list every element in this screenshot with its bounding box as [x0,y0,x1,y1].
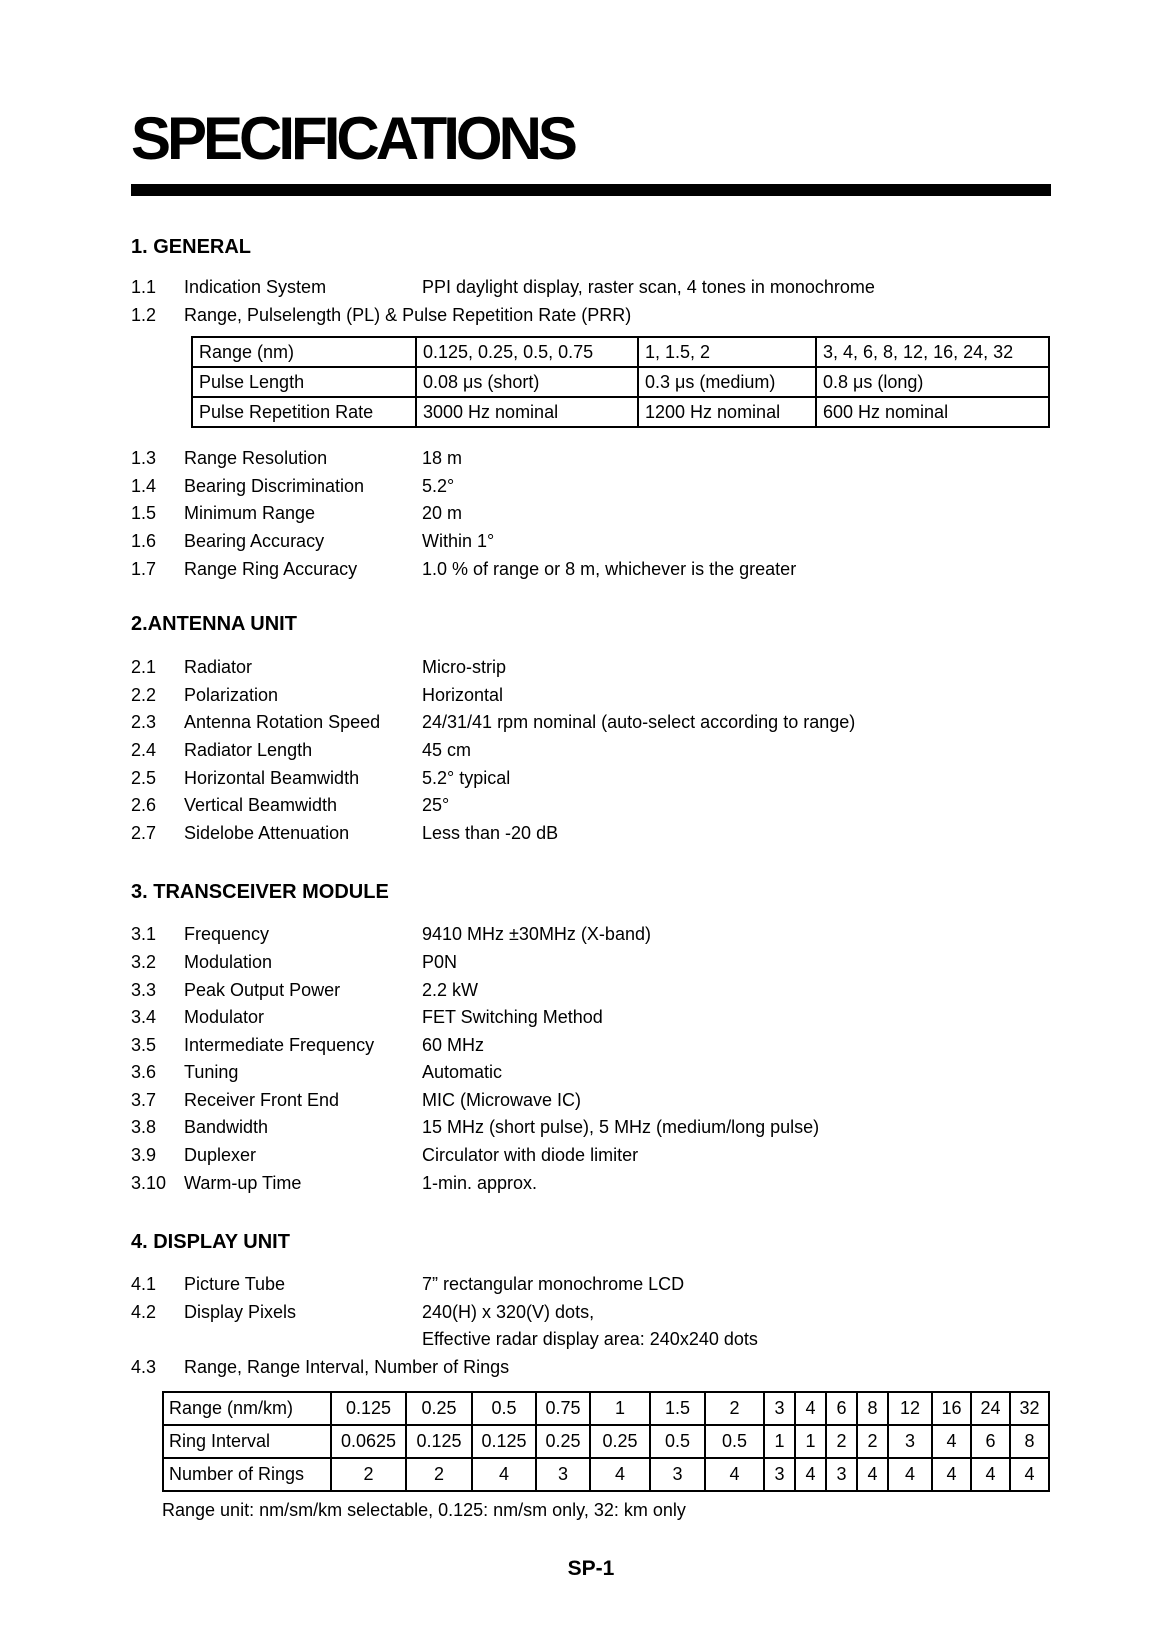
spec-item-3-8 [131,1114,1051,1142]
item-label: Range Resolution [184,448,328,469]
section-heading-antenna: 2.ANTENNA UNIT [131,613,297,636]
spec-item-1-5 [131,500,1051,528]
item-label: Peak Output Power [184,979,341,1000]
spec-item-3-3 [131,977,1051,1005]
pulse-table-row-range [192,337,1049,367]
cell-prr-label: Pulse Repetition Rate [192,397,416,427]
row-header-interval: Ring Interval [163,1425,331,1458]
item-label: Warm-up Time [184,1172,302,1193]
item-label: Tuning [184,1062,239,1083]
range-cell: 16 [932,1392,971,1425]
rings-cell: 4 [932,1458,971,1491]
spec-item-2-6 [131,792,1051,820]
item-label: Vertical Beamwidth [184,795,338,816]
item-value: Micro-strip [422,657,506,678]
range-cell: 0.5 [472,1392,536,1425]
item-value: Horizontal [422,684,504,705]
cell-pl-long: 0.8 μs (long) [816,367,1049,397]
item-value: MIC (Microwave IC) [422,1089,582,1110]
range-cell: 0.125 [331,1392,406,1425]
rings-cell: 3 [536,1458,590,1491]
item-number: 2.7 [131,822,157,843]
item-label: Frequency [184,924,270,945]
item-value: Effective radar display area: 240x240 dots [422,1329,758,1350]
interval-cell: 0.125 [472,1425,536,1458]
rings-cell: 3 [764,1458,795,1491]
item-label: Radiator [184,657,253,678]
item-label: Bearing Accuracy [184,530,325,551]
range-cell: 2 [705,1392,764,1425]
section-heading-display: 4. DISPLAY UNIT [131,1231,290,1254]
pulse-table-row-prr [192,397,1049,427]
rings-table-row-range [163,1392,1049,1425]
rings-cell: 4 [590,1458,650,1491]
item-value: Within 1° [422,530,495,551]
section-display-items [131,1271,1051,1381]
spec-item-3-5 [131,1032,1051,1060]
interval-cell: 0.5 [650,1425,705,1458]
spec-item-1-3 [131,445,1051,473]
item-number: 2.4 [131,739,157,760]
item-label: Modulator [184,1007,265,1028]
spec-item-3-7 [131,1087,1051,1115]
item-number: 3.2 [131,951,157,972]
rings-table-row-rings [163,1458,1049,1491]
item-value: 20 m [422,503,463,524]
spec-item-3-4 [131,1004,1051,1032]
item-number: 3.3 [131,979,157,1000]
spec-item-3-1 [131,921,1051,949]
spec-item-4-3 [131,1354,1051,1382]
item-number: 1.5 [131,503,157,524]
interval-cell: 3 [888,1425,932,1458]
item-label: Bearing Discrimination [184,475,365,496]
item-value: 5.2° [422,475,455,496]
item-number: 1.1 [131,277,157,297]
item-value: Automatic [422,1062,503,1083]
interval-cell: 1 [795,1425,826,1458]
cell-pl-medium: 0.3 μs (medium) [638,367,816,397]
range-cell: 3 [764,1392,795,1425]
item-label [184,1326,422,1354]
item-label: Display Pixels [184,1301,297,1322]
spec-item-4-1 [131,1271,1051,1299]
rings-table-row-interval [163,1425,1049,1458]
item-value: 9410 MHz ±30MHz (X-band) [422,924,651,945]
item-number: 3.4 [131,1007,157,1028]
item-label: Range, Pulselength (PL) & Pulse Repetition Rate (PRR) [184,304,632,325]
item-number: 3.8 [131,1117,157,1138]
item-value: 25° [422,795,450,816]
spec-item-2-5 [131,765,1051,793]
item-value: 60 MHz [422,1034,485,1055]
cell-prr-short: 3000 Hz nominal [416,397,638,427]
item-value: 240(H) x 320(V) dots, [422,1301,595,1322]
item-label: Picture Tube [184,1274,286,1295]
spec-item-3-2 [131,949,1051,977]
item-label: Minimum Range [184,503,316,524]
interval-cell: 4 [932,1425,971,1458]
item-value: 1-min. approx. [422,1172,538,1193]
rings-cell: 4 [857,1458,888,1491]
item-number: 2.6 [131,795,157,816]
pulse-table [191,336,1050,428]
rings-cell: 4 [472,1458,536,1491]
interval-cell: 0.25 [536,1425,590,1458]
cell-range-short: 0.125, 0.25, 0.5, 0.75 [416,337,638,367]
row-header-rings: Number of Rings [163,1458,331,1491]
range-cell: 4 [795,1392,826,1425]
item-number: 3.10 [131,1172,167,1193]
item-number: 4.3 [131,1357,157,1378]
rings-cell: 3 [650,1458,705,1491]
item-label: Horizontal Beamwidth [184,767,360,788]
spec-item-1-2 [131,302,1051,330]
section-general-items [131,274,1051,329]
section-transceiver-items [131,921,1051,1197]
item-value: 15 MHz (short pulse), 5 MHz (medium/long pulse) [422,1117,820,1138]
section-heading-transceiver: 3. TRANSCEIVER MODULE [131,881,389,904]
spec-item-1-6 [131,528,1051,556]
item-number: 1.7 [131,558,157,579]
rings-cell: 4 [971,1458,1010,1491]
rings-cell: 2 [406,1458,472,1491]
spec-item-1-7 [131,556,1051,584]
spec-item-2-4 [131,737,1051,765]
item-label: Radiator Length [184,739,313,760]
range-cell: 1.5 [650,1392,705,1425]
item-label: Sidelobe Attenuation [184,822,350,843]
spec-item-2-7 [131,820,1051,848]
item-number: 1.4 [131,475,157,496]
item-number: 3.9 [131,1145,157,1166]
cell-prr-medium: 1200 Hz nominal [638,397,816,427]
item-label: Antenna Rotation Speed [184,712,381,733]
spec-item-1-4 [131,473,1051,501]
interval-cell: 8 [1010,1425,1049,1458]
interval-cell: 2 [857,1425,888,1458]
cell-range-medium: 1, 1.5, 2 [638,337,816,367]
range-rings-table [162,1391,1050,1492]
item-label: Indication System [184,277,327,297]
interval-cell: 0.25 [590,1425,650,1458]
item-number: 2.2 [131,684,157,705]
item-label: Receiver Front End [184,1089,340,1110]
item-value: 5.2° typical [422,767,511,788]
item-number: 2.1 [131,657,157,678]
pulse-table-row-length [192,367,1049,397]
range-cell: 8 [857,1392,888,1425]
interval-cell: 6 [971,1425,1010,1458]
cell-pl-label: Pulse Length [192,367,416,397]
item-number: 4.2 [131,1301,157,1322]
item-number: 4.1 [131,1274,157,1295]
page-title: SPECIFICATIONS [131,105,574,172]
item-number: 2.5 [131,767,157,788]
item-value: 7” rectangular monochrome LCD [422,1274,685,1295]
item-value: 1.0 % of range or 8 m, whichever is the greater [422,558,797,579]
section-general-items-2 [131,445,1051,583]
item-number: 3.7 [131,1089,157,1110]
row-header-range: Range (nm/km) [163,1392,331,1425]
cell-prr-long: 600 Hz nominal [816,397,1049,427]
item-label: Range, Range Interval, Number of Rings [184,1357,510,1378]
interval-cell: 0.0625 [331,1425,406,1458]
rings-cell: 2 [331,1458,406,1491]
rings-cell: 4 [1010,1458,1049,1491]
rings-cell: 4 [705,1458,764,1491]
item-label: Modulation [184,951,273,972]
item-value: Less than -20 dB [422,822,559,843]
cell-pl-short: 0.08 μs (short) [416,367,638,397]
spec-item-3-9 [131,1142,1051,1170]
page-number: SP-1 [567,1557,615,1580]
title-rule [131,184,1051,196]
item-number: 2.3 [131,712,157,733]
rings-cell: 4 [795,1458,826,1491]
item-value: Circulator with diode limiter [422,1145,639,1166]
range-unit-note: Range unit: nm/sm/km selectable, 0.125: nm/sm only, 32: km only [162,1499,686,1520]
item-number: 1.6 [131,530,157,551]
rings-cell: 4 [888,1458,932,1491]
item-number [131,1326,184,1354]
cell-range-long: 3, 4, 6, 8, 12, 16, 24, 32 [816,337,1049,367]
item-label: Duplexer [184,1145,257,1166]
item-number: 1.3 [131,448,157,469]
range-cell: 0.75 [536,1392,590,1425]
item-value: P0N [422,951,458,972]
cell-range-label: Range (nm) [192,337,416,367]
range-cell: 32 [1010,1392,1049,1425]
item-value: 18 m [422,448,463,469]
spec-item-2-3 [131,709,1051,737]
range-cell: 24 [971,1392,1010,1425]
item-number: 1.2 [131,304,157,325]
interval-cell: 1 [764,1425,795,1458]
item-number: 3.1 [131,924,157,945]
spec-item-1-1 [131,274,1051,302]
spec-item-2-1 [131,654,1051,682]
item-label: Intermediate Frequency [184,1034,375,1055]
item-value: PPI daylight display, raster scan, 4 tones in monochrome [422,277,875,297]
interval-cell: 2 [826,1425,857,1458]
rings-cell: 3 [826,1458,857,1491]
section-antenna-items [131,654,1051,847]
item-label: Polarization [184,684,279,705]
item-label: Bandwidth [184,1117,269,1138]
item-value: 45 cm [422,739,472,760]
range-cell: 12 [888,1392,932,1425]
spec-item-3-10 [131,1170,1051,1198]
spec-item-4-2 [131,1299,1051,1327]
item-number: 3.5 [131,1034,157,1055]
spec-item-3-6 [131,1059,1051,1087]
range-cell: 6 [826,1392,857,1425]
spec-item-4-2-continuation [131,1326,1051,1354]
range-cell: 1 [590,1392,650,1425]
range-cell: 0.25 [406,1392,472,1425]
item-value: 24/31/41 rpm nominal (auto-select according to range) [422,712,856,733]
item-value: 2.2 kW [422,979,479,1000]
interval-cell: 0.5 [705,1425,764,1458]
item-value: FET Switching Method [422,1007,603,1028]
spec-item-2-2 [131,682,1051,710]
item-number: 3.6 [131,1062,157,1083]
section-heading-general: 1. GENERAL [131,236,252,258]
item-label: Range Ring Accuracy [184,558,358,579]
interval-cell: 0.125 [406,1425,472,1458]
